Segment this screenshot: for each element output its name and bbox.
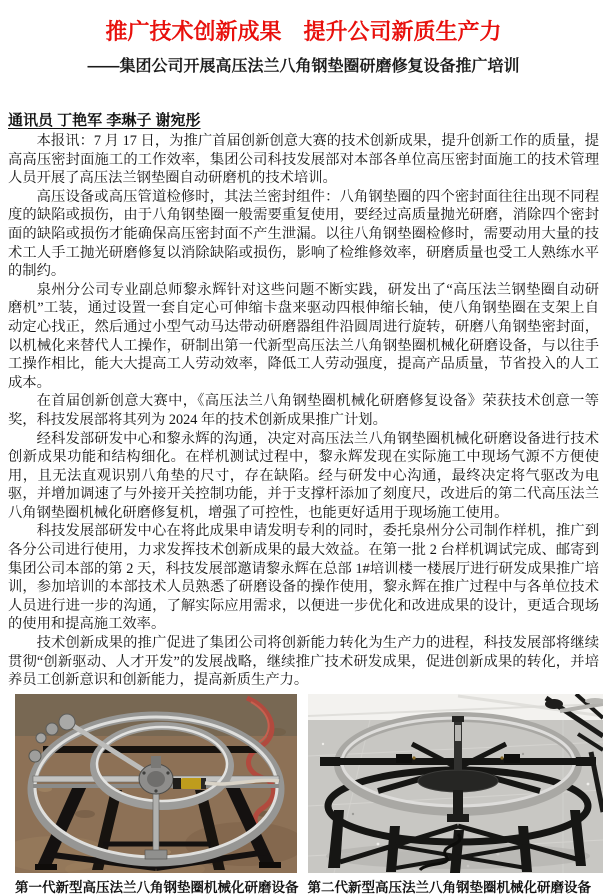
paragraph-7: 技术创新成果的推广促进了集团公司将创新能力转化为生产力的进程，科技发展部将继续贯彻“创新驱动、人才开发”的发展战略，继续推广技术研发成果，促进创新成果的转化，并培养员工创新意识和创新能力，提高新质生产力。 bbox=[8, 635, 599, 689]
photo-row bbox=[15, 694, 599, 896]
paragraph-4: 在首届创新创意大赛中，《高压法兰八角钢垫圈机械化研磨修复设备》荣获技术创意一等奖，科技发展部将其列为 2024 年的技术创新成果推广计划。 bbox=[8, 393, 599, 428]
page-subtitle: ——集团公司开展高压法兰八角钢垫圈研磨修复设备推广培训 bbox=[87, 58, 520, 75]
caption-gen1: 第一代新型高压法兰八角钢垫圈机械化研磨设备 bbox=[15, 879, 299, 895]
paragraph-5: 经科发部研发中心和黎永辉的沟通，决定对高压法兰八角钢垫圈机械化研磨设备进行技术创新成果功能和结构细化。在样机测试过程中，黎永辉发现在实际施工中现场气源不方便使用，且无法直观识别八角垫的尺寸，存在缺陷。经与研发中心沟通，最终决定将气驱改为电驱，并增加调速了与外接开关控制功能，并于支撑杆添加了刻度尺，改进后的第二代高压法兰八角钢垫圈机械化研磨修复机，增强了可控性，也能更好适用于现场施工使用。 bbox=[8, 430, 599, 521]
byline: 通讯员 丁艳军 李琳子 谢宛彤 bbox=[8, 112, 201, 129]
paragraph-6: 科技发展部研发中心在将此成果申请发明专利的同时，委托泉州分公司制作样机，推广到各分公司进行使用，力求发挥技术创新成果的最大效益。在第一批 2 台样机调试完成、邮寄到集团公司本部的第 2 天，科技发展部邀请黎永辉在总部 1#培训楼一楼展厅进行研发成果推广培训，参加培训的本部技术人员熟悉了研磨设备的操作使用，黎永辉在推广过程中与各单位技术人员进行进一步的沟通，了解实际应用需求，以便进一步优化和改进成果的设计，更适合现场的使用和提高施工效率。 bbox=[8, 523, 599, 633]
photo-gen2-device bbox=[308, 694, 603, 873]
photo-gen1-device bbox=[15, 694, 297, 873]
caption-gen2: 第二代新型高压法兰八角钢垫圈机械化研磨设备 bbox=[307, 879, 591, 895]
paragraph-3: 泉州分公司专业副总师黎永辉针对这些问题不断实践，研发出了“高压法兰钢垫圈自动研磨机”工装，通过设置一套自定心可伸缩卡盘来驱动四根伸缩长轴，使八角钢垫圈在支架上自动定心找正，然后通过小型气动马达带动研磨器组件沿圆周进行旋转，研磨八角钢垫密封面，以机械化来替代人工操作，研制出第一代新型高压法兰八角钢垫圈机械化研磨设备，与以往手工操作相比，能大大提高工人劳动效率，降低工人劳动强度，提高产品质量，节省投入的人工成本。 bbox=[8, 281, 599, 391]
figure-gen2-device bbox=[308, 694, 603, 896]
paragraph-1: 本报讯：7 月 17 日，为推广首届创新创意大赛的技术创新成果，提升创新工作的质量，提高高压密封面施工的工作效率，集团公司科技发展部对本部各单位高压密封面施工的技术管理人员开展了高压法兰钢垫圈自动研磨机的技术培训。 bbox=[8, 133, 599, 187]
page-title: 推广技术创新成果 提升公司新质生产力 bbox=[105, 19, 502, 44]
figure-gen1-device bbox=[15, 694, 299, 896]
paragraph-2: 高压设备或高压管道检修时，其法兰密封组件：八角钢垫圈的四个密封面往往出现不同程度的缺陷或损伤，由于八角钢垫圈一般需要重复使用，要经过高质量抛光研磨，消除四个密封面的缺陷或损伤才能确保高压密封面不产生泄漏。以往八角钢垫圈检修时，需要动用大量的技术工人手工抛光研磨修复以消除缺陷或损伤，影响了检维修效率，研磨质量也受工人熟练水平的制约。 bbox=[8, 188, 599, 280]
